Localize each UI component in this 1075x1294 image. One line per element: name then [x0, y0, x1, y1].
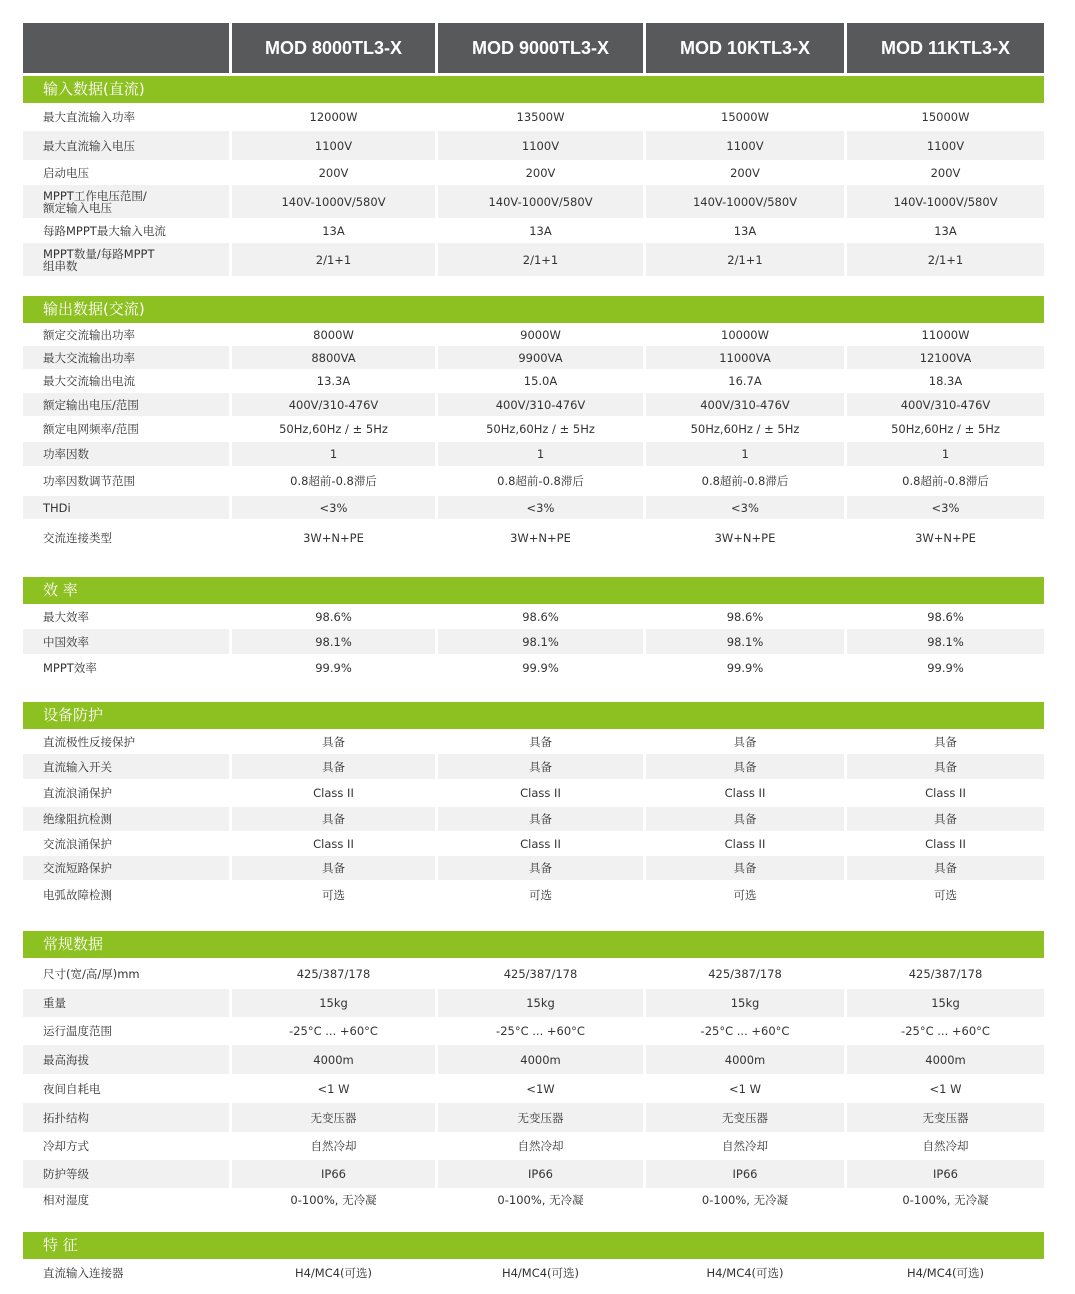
value-cell: <1 W: [229, 1074, 435, 1103]
value-cell: <1 W: [643, 1074, 844, 1103]
value-cell: 99.9%: [844, 654, 1044, 682]
value-cell: 400V/310-476V: [435, 393, 643, 416]
value-cell: 200V: [643, 160, 844, 185]
section-body: [23, 604, 1044, 682]
table-row: [23, 1132, 1044, 1160]
value-cell: 400V/310-476V: [229, 393, 435, 416]
value-cell: 4000m: [844, 1045, 1044, 1074]
table-row: [23, 323, 1044, 346]
table-row: [23, 989, 1044, 1017]
row-label: 交流短路保护: [43, 861, 112, 875]
value-cell: 98.1%: [643, 629, 844, 654]
value-cell: 具备: [844, 856, 1044, 880]
value-cell: H4/MC4(可选): [844, 1259, 1044, 1287]
value-cell: 16.7A: [643, 369, 844, 393]
value-cell: 98.1%: [435, 629, 643, 654]
value-cell: 具备: [435, 729, 643, 754]
value-cell: 99.9%: [229, 654, 435, 682]
row-label: 运行温度范围: [43, 1024, 112, 1038]
row-label: MPPT效率: [43, 661, 97, 675]
value-cell: 13A: [229, 218, 435, 243]
value-cell: 无变压器: [435, 1103, 643, 1132]
value-cell: 0-100%, 无冷凝: [844, 1188, 1044, 1212]
value-cell: 13A: [844, 218, 1044, 243]
table-row: [23, 856, 1044, 880]
section-gap: [23, 557, 1044, 577]
value-cell: 自然冷却: [844, 1132, 1044, 1160]
table-row: [23, 466, 1044, 496]
value-cell: Class II: [229, 831, 435, 856]
value-cell: Class II: [229, 779, 435, 807]
value-cell: 0-100%, 无冷凝: [643, 1188, 844, 1212]
value-cell: 15.0A: [435, 369, 643, 393]
row-label: 交流浪涌保护: [43, 836, 112, 851]
model-header-cell: MOD 9000TL3-X: [435, 23, 643, 73]
table-row: [23, 1074, 1044, 1103]
row-label: 交流连接类型: [43, 531, 112, 545]
row-label: 直流浪涌保护: [43, 786, 112, 800]
table-row: [23, 958, 1044, 989]
value-cell: 200V: [229, 160, 435, 185]
row-label: 功率因数调节范围: [43, 474, 135, 488]
row-label: 重量: [43, 996, 66, 1010]
value-cell: -25°C ... +60°C: [435, 1017, 643, 1045]
section-body: [23, 103, 1044, 276]
value-cell: 具备: [229, 807, 435, 831]
value-cell: IP66: [844, 1160, 1044, 1188]
value-cell: 具备: [229, 856, 435, 880]
value-cell: 2/1+1: [844, 243, 1044, 276]
table-row: [23, 496, 1044, 519]
section-body: [23, 323, 1044, 557]
row-label: 额定输出电压/范围: [43, 397, 139, 412]
value-cell: -25°C ... +60°C: [844, 1017, 1044, 1045]
table-row: [23, 185, 1044, 218]
row-label: 最高海拔: [43, 1052, 89, 1067]
value-cell: 50Hz,60Hz / ± 5Hz: [435, 416, 643, 442]
value-cell: 425/387/178: [643, 958, 844, 989]
value-cell: <3%: [643, 496, 844, 519]
value-cell: 1100V: [643, 131, 844, 160]
table-row: [23, 416, 1044, 442]
value-cell: 具备: [643, 807, 844, 831]
row-label: 最大效率: [43, 609, 89, 624]
value-cell: 1: [643, 442, 844, 466]
value-cell: 自然冷却: [229, 1132, 435, 1160]
row-label: 最大直流输入电压: [43, 138, 135, 153]
value-cell: 自然冷却: [643, 1132, 844, 1160]
section-body: [23, 729, 1044, 910]
value-cell: 2/1+1: [435, 243, 643, 276]
value-cell: 可选: [844, 880, 1044, 910]
sections-container: [23, 73, 1044, 1287]
value-cell: 无变压器: [844, 1103, 1044, 1132]
value-cell: 99.9%: [435, 654, 643, 682]
row-label: 直流输入开关: [43, 759, 112, 774]
value-cell: 具备: [229, 754, 435, 779]
value-cell: 98.6%: [229, 604, 435, 629]
table-row: [23, 729, 1044, 754]
row-label: 额定电网频率/范围: [43, 422, 139, 436]
value-cell: H4/MC4(可选): [229, 1259, 435, 1287]
section-gap: [23, 1212, 1044, 1232]
value-cell: 具备: [844, 807, 1044, 831]
table-row: [23, 629, 1044, 654]
value-cell: Class II: [643, 831, 844, 856]
value-cell: 1100V: [435, 131, 643, 160]
value-cell: Class II: [643, 779, 844, 807]
section-title: 特 征: [23, 1232, 1044, 1259]
value-cell: 1: [844, 442, 1044, 466]
value-cell: 8800VA: [229, 346, 435, 369]
section-body: [23, 1259, 1044, 1287]
row-label: 夜间自耗电: [43, 1081, 101, 1096]
value-cell: 可选: [229, 880, 435, 910]
value-cell: 140V-1000V/580V: [229, 185, 435, 218]
table-row: [23, 1188, 1044, 1212]
table-row: [23, 131, 1044, 160]
value-cell: 11000W: [844, 323, 1044, 346]
spec-table: [23, 23, 1044, 1287]
value-cell: 140V-1000V/580V: [844, 185, 1044, 218]
table-row: [23, 1160, 1044, 1188]
value-cell: 98.6%: [643, 604, 844, 629]
row-label: 尺寸(宽/高/厚)mm: [43, 966, 140, 981]
value-cell: <1W: [435, 1074, 643, 1103]
value-cell: 具备: [643, 729, 844, 754]
value-cell: 9000W: [435, 323, 643, 346]
value-cell: 0.8超前-0.8滞后: [844, 466, 1044, 496]
value-cell: 具备: [229, 729, 435, 754]
value-cell: 99.9%: [643, 654, 844, 682]
model-header-cell: MOD 11KTL3-X: [844, 23, 1044, 73]
value-cell: 13.3A: [229, 369, 435, 393]
table-row: [23, 346, 1044, 369]
value-cell: 2/1+1: [643, 243, 844, 276]
value-cell: 具备: [435, 807, 643, 831]
value-cell: 425/387/178: [435, 958, 643, 989]
value-cell: <3%: [229, 496, 435, 519]
value-cell: Class II: [844, 779, 1044, 807]
value-cell: <3%: [435, 496, 643, 519]
table-row: [23, 779, 1044, 807]
value-cell: 1: [229, 442, 435, 466]
value-cell: 0-100%, 无冷凝: [229, 1188, 435, 1212]
model-header-cell: MOD 8000TL3-X: [229, 23, 435, 73]
value-cell: 3W+N+PE: [844, 519, 1044, 557]
section-title: 效 率: [23, 577, 1044, 604]
row-label: 中国效率: [43, 634, 89, 649]
value-cell: 50Hz,60Hz / ± 5Hz: [643, 416, 844, 442]
value-cell: IP66: [435, 1160, 643, 1188]
row-label: 相对湿度: [43, 1193, 89, 1207]
value-cell: 11000VA: [643, 346, 844, 369]
row-label: 功率因数: [43, 447, 89, 461]
value-cell: 具备: [643, 754, 844, 779]
value-cell: 140V-1000V/580V: [643, 185, 844, 218]
table-row: [23, 880, 1044, 910]
value-cell: 自然冷却: [435, 1132, 643, 1160]
table-row: [23, 218, 1044, 243]
value-cell: 具备: [435, 856, 643, 880]
row-label: MPPT数量/每路MPPT 组串数: [43, 246, 155, 273]
value-cell: 0.8超前-0.8滞后: [435, 466, 643, 496]
value-cell: 15000W: [643, 103, 844, 131]
section-gap: [23, 910, 1044, 931]
model-header-cell: MOD 10KTL3-X: [643, 23, 844, 73]
value-cell: Class II: [844, 831, 1044, 856]
value-cell: -25°C ... +60°C: [229, 1017, 435, 1045]
value-cell: 400V/310-476V: [844, 393, 1044, 416]
value-cell: 98.6%: [435, 604, 643, 629]
value-cell: 140V-1000V/580V: [435, 185, 643, 218]
value-cell: 13A: [643, 218, 844, 243]
table-row: [23, 442, 1044, 466]
value-cell: 4000m: [643, 1045, 844, 1074]
table-row: [23, 807, 1044, 831]
value-cell: 可选: [643, 880, 844, 910]
value-cell: H4/MC4(可选): [435, 1259, 643, 1287]
value-cell: H4/MC4(可选): [643, 1259, 844, 1287]
section-title: 输入数据(直流): [23, 76, 1044, 103]
value-cell: 98.1%: [844, 629, 1044, 654]
value-cell: 1: [435, 442, 643, 466]
value-cell: IP66: [229, 1160, 435, 1188]
value-cell: 无变压器: [643, 1103, 844, 1132]
value-cell: 可选: [435, 880, 643, 910]
value-cell: 0.8超前-0.8滞后: [229, 466, 435, 496]
table-row: [23, 831, 1044, 856]
value-cell: 具备: [844, 754, 1044, 779]
row-label: 拓扑结构: [43, 1110, 89, 1125]
value-cell: 15kg: [229, 989, 435, 1017]
value-cell: 15kg: [844, 989, 1044, 1017]
row-label: 冷却方式: [43, 1139, 89, 1153]
table-row: [23, 393, 1044, 416]
row-label: 启动电压: [43, 165, 89, 180]
row-label: 最大直流输入功率: [43, 110, 135, 124]
value-cell: 0-100%, 无冷凝: [435, 1188, 643, 1212]
value-cell: 98.1%: [229, 629, 435, 654]
row-label: 电弧故障检测: [43, 888, 112, 902]
value-cell: 15kg: [435, 989, 643, 1017]
section-gap: [23, 682, 1044, 702]
table-row: [23, 1045, 1044, 1074]
value-cell: 具备: [844, 729, 1044, 754]
row-label: 绝缘阻抗检测: [43, 812, 112, 826]
row-label: 最大交流输出电流: [43, 374, 135, 388]
table-row: [23, 1259, 1044, 1287]
table-row: [23, 654, 1044, 682]
row-label: 最大交流输出功率: [43, 350, 135, 365]
row-label: MPPT工作电压范围/ 额定输入电压: [43, 188, 147, 215]
value-cell: <1 W: [844, 1074, 1044, 1103]
row-label: 每路MPPT最大输入电流: [43, 223, 166, 238]
section-body: [23, 958, 1044, 1212]
value-cell: 200V: [844, 160, 1044, 185]
table-row: [23, 160, 1044, 185]
value-cell: 0.8超前-0.8滞后: [643, 466, 844, 496]
value-cell: 50Hz,60Hz / ± 5Hz: [844, 416, 1044, 442]
value-cell: <3%: [844, 496, 1044, 519]
header-blank-cell: [23, 23, 229, 73]
value-cell: 13500W: [435, 103, 643, 131]
value-cell: 12100VA: [844, 346, 1044, 369]
value-cell: Class II: [435, 831, 643, 856]
value-cell: 10000W: [643, 323, 844, 346]
value-cell: 15000W: [844, 103, 1044, 131]
value-cell: 4000m: [229, 1045, 435, 1074]
table-row: [23, 369, 1044, 393]
value-cell: 具备: [435, 754, 643, 779]
model-header-row: [23, 23, 1044, 73]
value-cell: 3W+N+PE: [435, 519, 643, 557]
value-cell: 400V/310-476V: [643, 393, 844, 416]
value-cell: 具备: [643, 856, 844, 880]
table-row: [23, 103, 1044, 131]
section-title: 输出数据(交流): [23, 296, 1044, 323]
section-title: 设备防护: [23, 702, 1044, 729]
section-title: 常规数据: [23, 931, 1044, 958]
value-cell: 9900VA: [435, 346, 643, 369]
value-cell: 3W+N+PE: [229, 519, 435, 557]
row-label: 直流极性反接保护: [43, 734, 135, 749]
table-row: [23, 1103, 1044, 1132]
value-cell: 2/1+1: [229, 243, 435, 276]
value-cell: 15kg: [643, 989, 844, 1017]
value-cell: 13A: [435, 218, 643, 243]
table-row: [23, 1017, 1044, 1045]
value-cell: 无变压器: [229, 1103, 435, 1132]
value-cell: Class II: [435, 779, 643, 807]
row-label: 防护等级: [43, 1167, 89, 1181]
value-cell: 3W+N+PE: [643, 519, 844, 557]
value-cell: -25°C ... +60°C: [643, 1017, 844, 1045]
value-cell: 200V: [435, 160, 643, 185]
value-cell: 98.6%: [844, 604, 1044, 629]
value-cell: 18.3A: [844, 369, 1044, 393]
value-cell: 12000W: [229, 103, 435, 131]
row-label: 额定交流输出功率: [43, 327, 135, 342]
value-cell: 1100V: [229, 131, 435, 160]
table-row: [23, 754, 1044, 779]
table-row: [23, 519, 1044, 557]
table-row: [23, 604, 1044, 629]
table-row: [23, 243, 1044, 276]
value-cell: 50Hz,60Hz / ± 5Hz: [229, 416, 435, 442]
value-cell: 425/387/178: [844, 958, 1044, 989]
value-cell: 425/387/178: [229, 958, 435, 989]
row-label: THDi: [43, 500, 71, 515]
row-label: 直流输入连接器: [43, 1266, 124, 1280]
value-cell: 1100V: [844, 131, 1044, 160]
section-gap: [23, 276, 1044, 296]
value-cell: 4000m: [435, 1045, 643, 1074]
value-cell: IP66: [643, 1160, 844, 1188]
value-cell: 8000W: [229, 323, 435, 346]
